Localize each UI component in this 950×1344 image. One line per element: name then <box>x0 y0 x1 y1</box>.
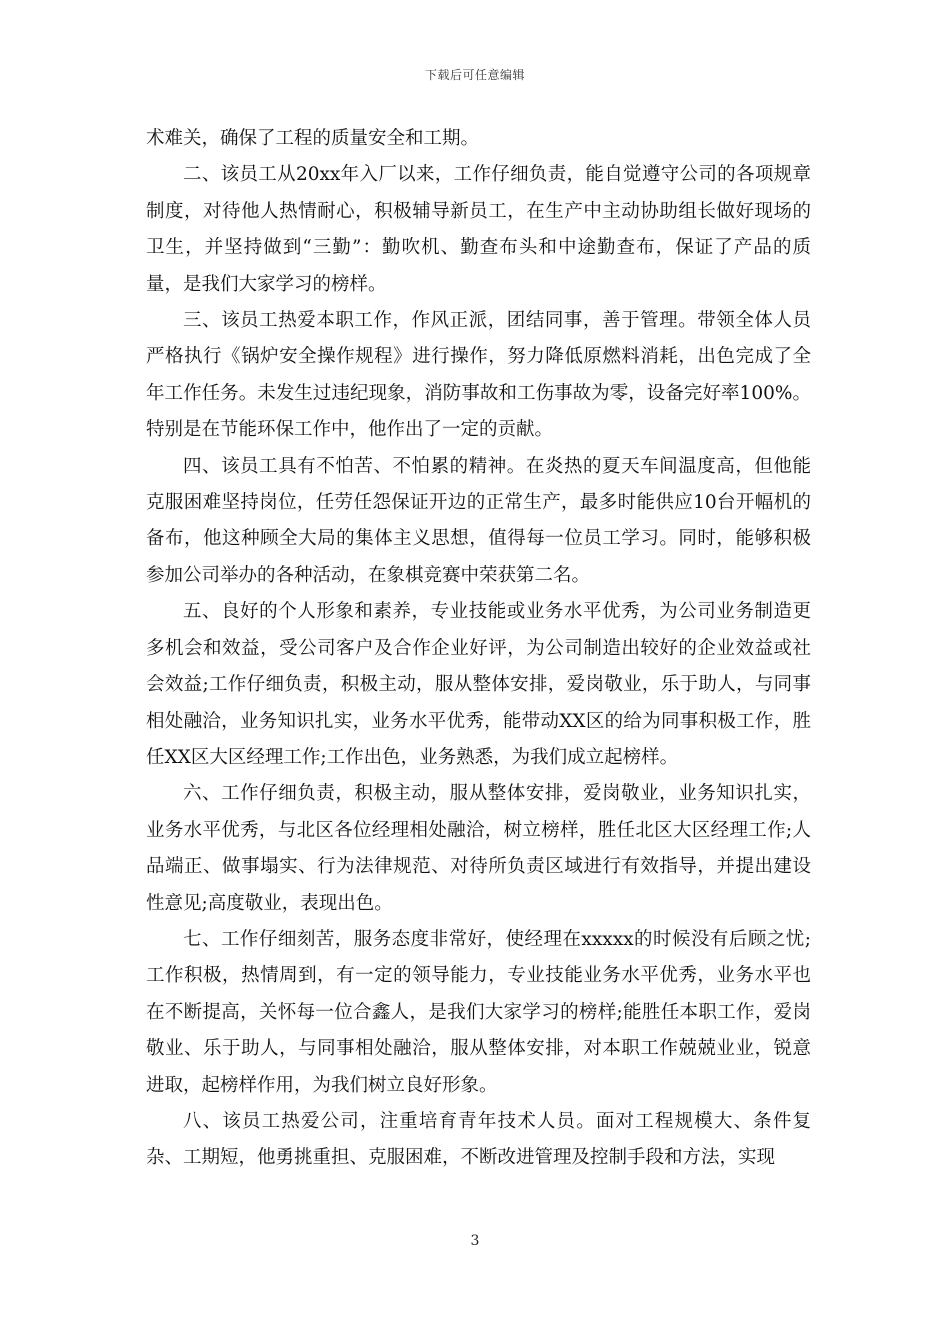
paragraph-item-4: 四、该员工具有不怕苦、不怕累的精神。在炎热的夏天车间温度高，但他能克服困难坚持岗位，任劳任怨保证开边的正常生产，最多时能供应10台开幅机的备布，他这种顾全大局的集体主义思想，值得每一位员工学习。同时，能够积极参加公司举办的各种活动，在象棋竞赛中荣获第二名。 <box>146 455 811 586</box>
paragraph-item-5: 五、良好的个人形象和素养，专业技能或业务水平优秀，为公司业务制造更多机会和效益，受公司客户及合作企业好评，为公司制造出较好的企业效益或社会效益;工作仔细负责，积极主动，服从整体安排，爱岗敬业，乐于助人，与同事相处融洽，业务知识扎实，业务水平优秀，能带动XX区的给为同事积极工作，胜任XX区大区经理工作;工作出色，业务熟悉，为我们成立起榜样。 <box>146 601 811 768</box>
paragraph-item-7: 七、工作仔细刻苦，服务态度非常好，使经理在xxxxx的时候没有后顾之忧;工作积极，热情周到，有一定的领导能力，专业技能业务水平优秀，业务水平也在不断提高，关怀每一位合鑫人，是我们大家学习的榜样;能胜任本职工作，爱岗敬业、乐于助人，与同事相处融洽，服从整体安排，对本职工作兢兢业业，锐意进取，起榜样作用，为我们树立良好形象。 <box>146 928 811 1096</box>
paragraph-item-2: 二、该员工从20xx年入厂以来，工作仔细负责，能自觉遵守公司的各项规章制度，对待他人热情耐心，积极辅导新员工，在生产中主动协助组长做好现场的卫生，并坚持做到“三勤”：勤吹机、勤查布头和中途勤查布，保证了产品的质量，是我们大家学习的榜样。 <box>146 164 811 295</box>
paragraph-item-6: 六、工作仔细负责，积极主动，服从整体安排，爱岗敬业，业务知识扎实，业务水平优秀，与北区各位经理相处融洽，树立榜样，胜任北区大区经理工作;人品端正、做事塌实、行为法律规范、对待所负责区域进行有效指导，并提出建设性意见;高度敬业，表现出色。 <box>146 783 811 914</box>
paragraph-item-8: 八、该员工热爱公司，注重培育青年技术人员。面对工程规模大、条件复杂、工期短，他勇挑重担、克服困难，不断改进管理及控制手段和方法，实现 <box>146 1110 811 1169</box>
paragraph-continuation: 术难关，确保了工程的质量安全和工期。 <box>146 128 480 149</box>
paragraph-item-3: 三、该员工热爱本职工作，作风正派，团结同事，善于管理。带领全体人员严格执行《锅炉安全操作规程》进行操作，努力降低原燃料消耗，出色完成了全年工作任务。未发生过违纪现象，消防事故和工伤事故为零，设备完好率100%。特别是在节能环保工作中，他作出了一定的贡献。 <box>146 310 811 441</box>
page-number: 3 <box>470 1233 480 1249</box>
document-body <box>146 121 811 1177</box>
page-header: 下载后可任意编辑 <box>424 68 525 82</box>
